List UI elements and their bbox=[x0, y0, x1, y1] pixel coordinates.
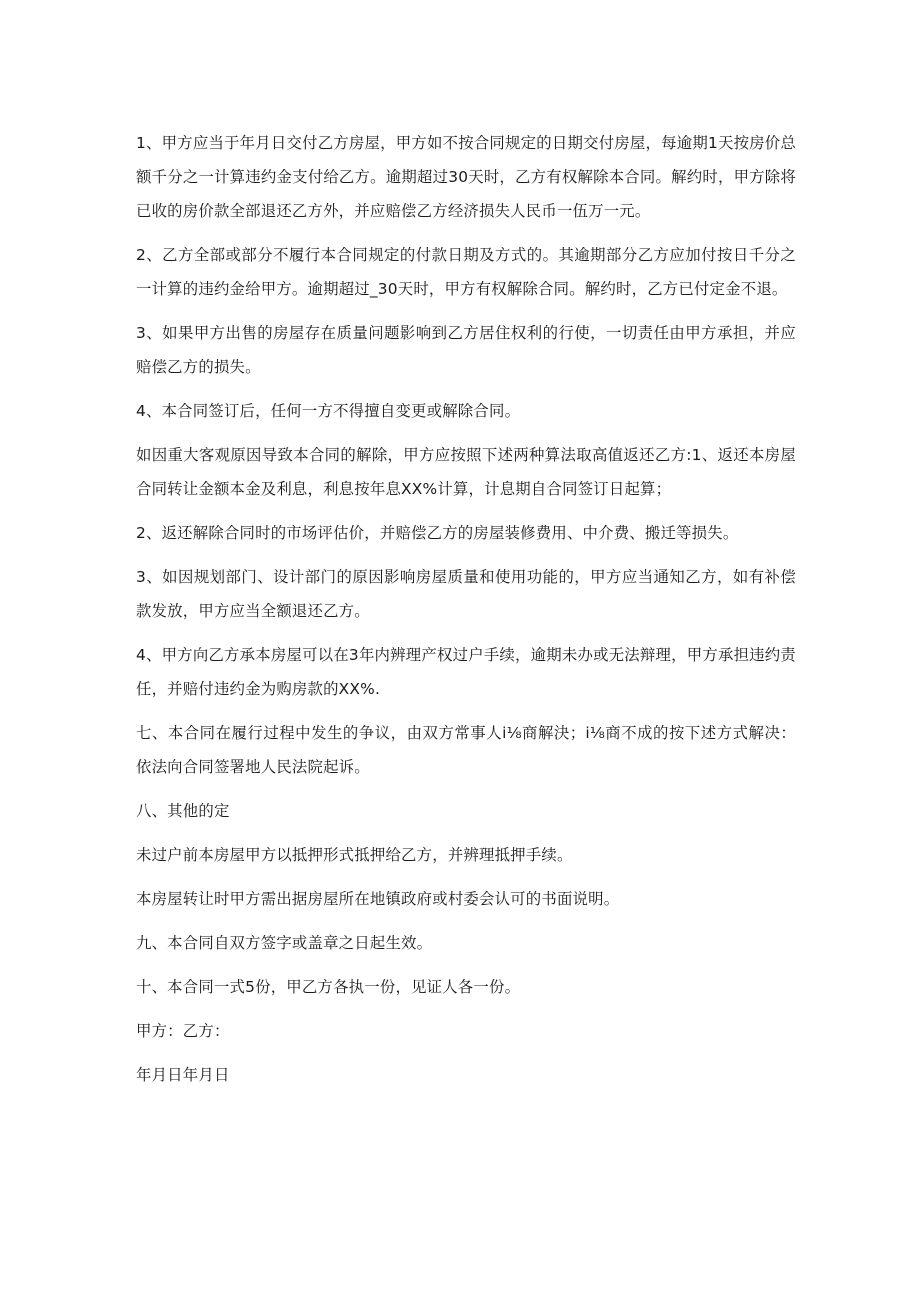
clause-paragraph-5: 如因重大客观原因导致本合同的解除，甲方应按照下述两种算法取高值返还乙方:1、返还本房屋合同转让金额本金及利息，利息按年息XX%计算，计息期自合同签订日起算； bbox=[136, 446, 796, 498]
contract-body bbox=[136, 126, 796, 1102]
clause-paragraph-13: 九、本合同自双方签字或盖章之日起生效。 bbox=[136, 934, 433, 952]
clause-paragraph-12: 本房屋转让时甲方需出据房屋所在地镇政府或村委会认可的书面说明。 bbox=[136, 890, 620, 908]
clause-paragraph-11: 未过户前本房屋甲方以抵押形式抵押给乙方，并辨理抵押手续。 bbox=[136, 846, 573, 864]
clause-paragraph-10: 八、其他的定 bbox=[136, 802, 230, 820]
clause-paragraph-6: 2、返还解除合同时的市场评估价，并赔偿乙方的房屋装修费用、中介费、搬迁等损失。 bbox=[136, 524, 739, 542]
signature-parties: 甲方：乙方： bbox=[136, 1022, 230, 1040]
clause-paragraph-9: 七、本合同在履行过程中发生的争议，由双方常事人i⅛商解決；i⅛商不成的按下述方式解决：依法向合同签署地人民法院起诉。 bbox=[136, 724, 796, 776]
clause-paragraph-7: 3、如因规划部门、设计部门的原因影响房屋质量和使用功能的，甲方应当通知乙方，如有补偿款发放，甲方应当全额退还乙方。 bbox=[136, 568, 796, 620]
signature-dates: 年月日年月日 bbox=[136, 1066, 230, 1084]
clause-paragraph-2: 2、乙方全部或部分不履行本合同规定的付款日期及方式的。其逾期部分乙方应加付按日千分之一计算的违约金给甲方。逾期超过_30天时，甲方有权解除合同。解约时，乙方已付定金不退。 bbox=[136, 246, 796, 298]
clause-paragraph-8: 4、甲方向乙方承本房屋可以在3年内辨理产权过户手续，逾期未办或无法辩理，甲方承担违约责任，并赔付违约金为购房款的XX%. bbox=[136, 646, 796, 698]
clause-paragraph-14: 十、本合同一式5份，甲乙方各执一份，见证人各一份。 bbox=[136, 978, 521, 996]
clause-paragraph-4: 4、本合同签订后，任何一方不得擅自变更或解除合同。 bbox=[136, 402, 521, 420]
clause-paragraph-3: 3、如果甲方出售的房屋存在质量问题影响到乙方居住权利的行使，一切责任由甲方承担，并应赔偿乙方的损失。 bbox=[136, 324, 796, 376]
clause-paragraph-1: 1、甲方应当于年月日交付乙方房屋，甲方如不按合同规定的日期交付房屋，每逾期1天按房价总额千分之一计算违约金支付给乙方。逾期超过30天时，乙方有权解除本合同。解约时，甲方除将已收的房价款全部退还乙方外，并应赔偿乙方经济损失人民币一伍万一元。 bbox=[136, 134, 796, 220]
